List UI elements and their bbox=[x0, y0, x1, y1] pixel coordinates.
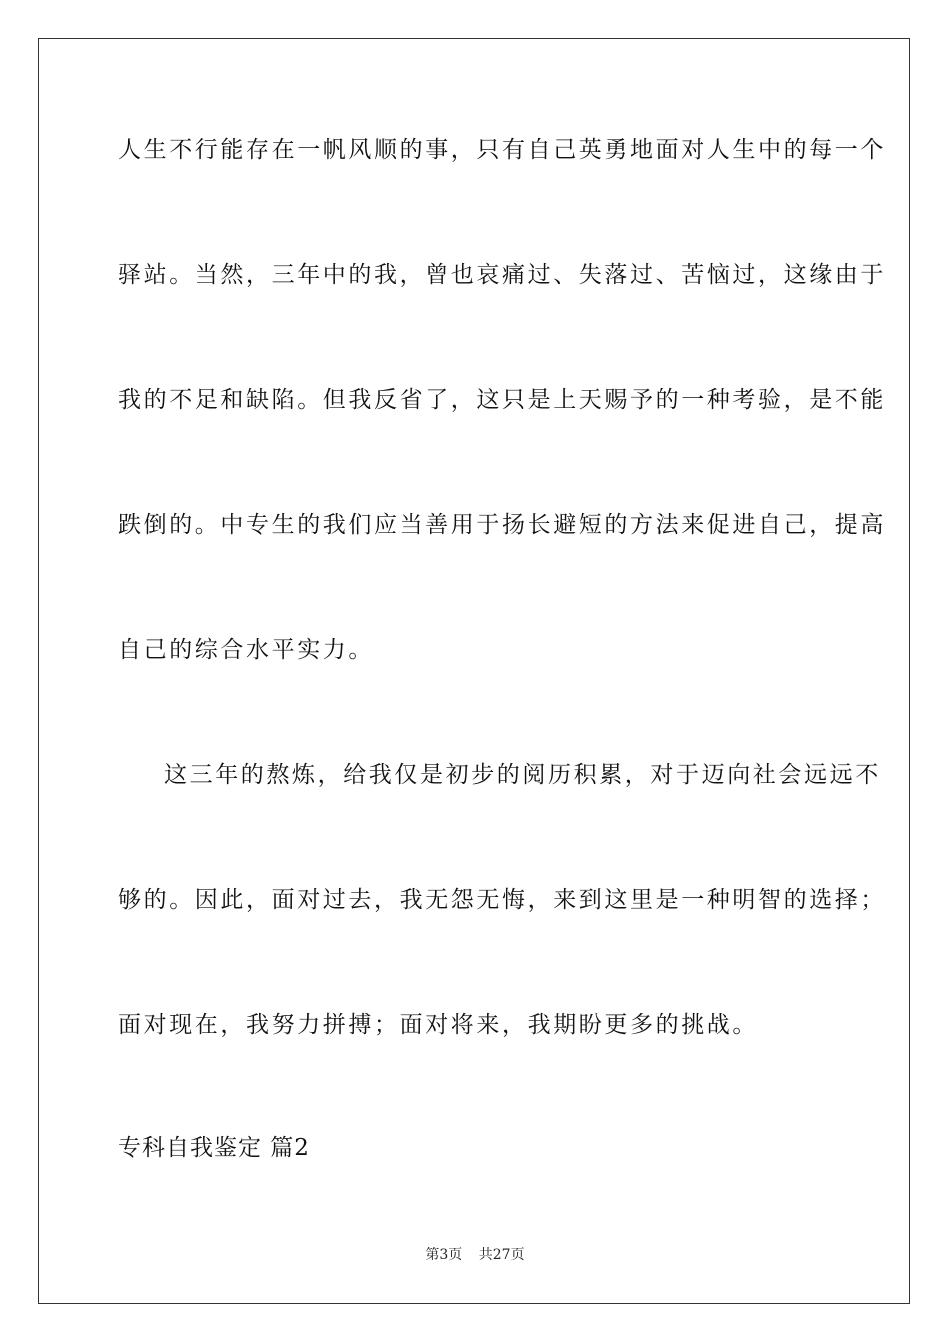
paragraph-line: 自己的综合水平实力。 bbox=[118, 637, 374, 663]
page-footer bbox=[0, 1246, 950, 1264]
section-heading: 专科自我鉴定 篇2 bbox=[118, 1135, 310, 1161]
paragraph-line: 面对现在，我努力拼搏；面对将来，我期盼更多的挑战。 bbox=[118, 1012, 758, 1038]
paragraph-line: 这三年的熬炼，给我仅是初步的阅历积累，对于迈向社会远远不 bbox=[164, 762, 881, 788]
paragraph-line: 人生不行能存在一帆风顺的事，只有自己英勇地面对人生中的每一个 bbox=[118, 137, 886, 163]
page-border bbox=[38, 38, 910, 1304]
paragraph-line: 驿站。当然，三年中的我，曾也哀痛过、失落过、苦恼过，这缘由于 bbox=[118, 262, 886, 288]
page-total: 共27页 bbox=[478, 1247, 525, 1263]
paragraph-line: 跌倒的。中专生的我们应当善用于扬长避短的方法来促进自己，提高 bbox=[118, 512, 886, 538]
paragraph-line: 够的。因此，面对过去，我无怨无悔，来到这里是一种明智的选择； bbox=[118, 887, 886, 913]
page-number: 第3页 bbox=[425, 1247, 463, 1263]
paragraph-line: 我的不足和缺陷。但我反省了，这只是上天赐予的一种考验，是不能 bbox=[118, 387, 886, 413]
